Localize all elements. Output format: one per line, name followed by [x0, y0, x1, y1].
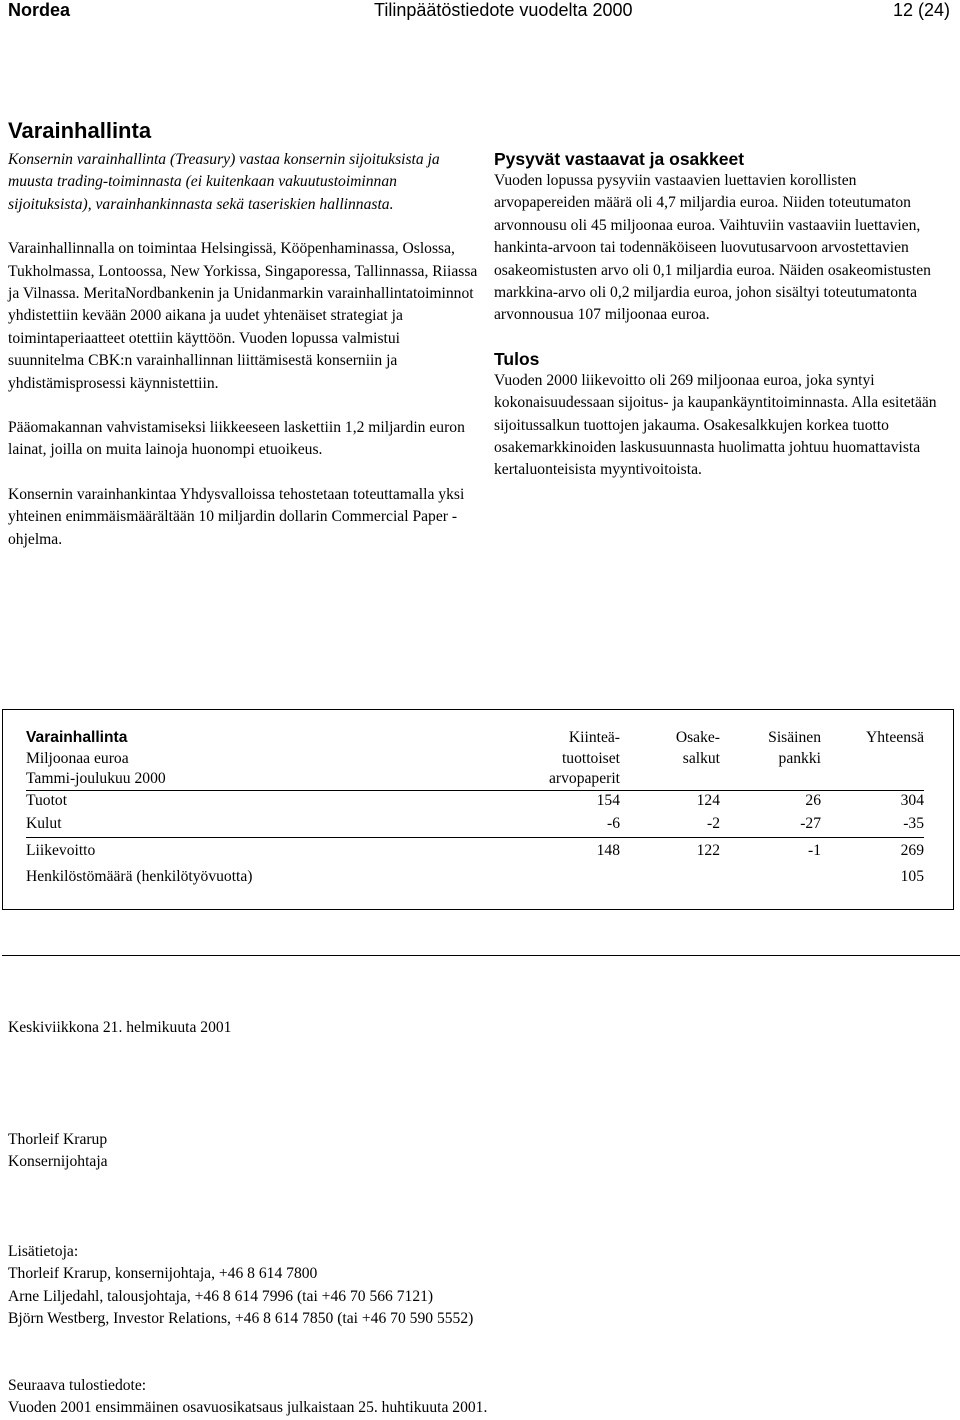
body-paragraph-1: Varainhallinnalla on toimintaa Helsingissä, Kööpenhaminassa, Oslossa, Tukholmassa, Lontoossa, New Yorkissa, Singaporessa, Tallinnassa, Riiassa ja Vilnassa. MeritaNordbankenin ja Unidanmarkin varainhallintatoiminnot yhdistettiin kevään 2000 aikana ja uudet yhtenäiset strategiat ja toimintaperiaatteet otettiin käyttöön. Vuoden lopussa valmistui suunnitelma CBK:n varainhallinnan liittämisestä konserniin ja yhdistämisprosessi käynnistettiin.	[8, 240, 478, 392]
results-table	[26, 728, 924, 890]
brand-name: Nordea	[8, 0, 71, 20]
next-report-label: Seuraava tulostiedote:	[8, 1377, 147, 1394]
body-paragraph-2: Pääomakannan vahvistamiseksi liikkeeseen laskettiin 1,2 miljardin euron lainat, joilla on muita lainoja huonompi etuoikeus.	[8, 419, 465, 459]
signer-name: Thorleif Krarup	[8, 1131, 108, 1148]
col-header-fixed-income-2: tuottoiset	[561, 749, 620, 767]
col-header-equity-2: salkut	[682, 749, 720, 767]
table-row: Liikevoitto 148 122 -1 269	[26, 838, 924, 865]
contact-label: Lisätietoja:	[8, 1243, 79, 1260]
table-unit-label: Miljoonaa euroa	[26, 749, 129, 767]
right-paragraph-2: Vuoden 2000 liikevoitto oli 269 miljoonaa euroa, joka syntyi kokonaisuudessaan sijoitus- ja kaupankäyntitoiminnasta. Alla esitetään sijoitussalkun tuottojen jakauma. Osakesalkkujen korkea tuotto osakemarkkinoiden laskusuunnasta huolimatta johtuu huomattavista kertaluonteisista myyntivoitoista.	[494, 371, 937, 479]
contact-info	[8, 1241, 473, 1331]
right-column	[494, 149, 950, 504]
col-header-equity-1: Osake-	[675, 729, 720, 746]
body-paragraph-3: Konsernin varainhankintaa Yhdysvalloissa tehostetaan toteuttamalla yksi yhteinen enimmäismäärältään 10 miljardin dollarin Commercial Paper -ohjelma.	[8, 485, 465, 548]
contact-line: Thorleif Krarup, konsernijohtaja, +46 8 614 7800	[8, 1265, 318, 1283]
table-row: Henkilöstömäärä (henkilötyövuotta) 105	[26, 868, 924, 885]
table-period-label: Tammi-joulukuu 2000	[26, 770, 166, 787]
next-report-text: Vuoden 2001 ensimmäinen osavuosikatsaus julkaistaan 25. huhtikuuta 2001.	[8, 1399, 488, 1417]
heading-pysyvat-vastaavat: Pysyvät vastaavat ja osakkeet	[494, 149, 745, 169]
section-heading-varainhallinta: Varainhallinta	[8, 118, 152, 143]
results-table-box	[2, 709, 954, 910]
page-header	[0, 0, 960, 22]
signature-date: Keskiviikkona 21. helmikuuta 2001	[8, 1019, 232, 1036]
next-report-info	[8, 1375, 487, 1420]
table-row: Tuotot 154 124 26 304	[26, 790, 924, 811]
table-header-row-3	[26, 769, 924, 790]
table-header-row-2	[26, 749, 924, 770]
page-number: 12 (24)	[892, 0, 950, 20]
col-header-fixed-income-3: arvopaperit	[548, 770, 620, 787]
col-header-internal-bank-1: Sisäinen	[768, 729, 821, 746]
table-header-row-1	[26, 728, 924, 749]
col-header-fixed-income-1: Kiinteä-	[568, 729, 620, 746]
col-header-total: Yhteensä	[865, 729, 924, 746]
signature-block	[8, 1129, 108, 1174]
intro-paragraph: Konsernin varainhallinta (Treasury) vastaa konsernin sijoituksista ja muusta trading-toiminnasta (ei kuitenkaan vakuutustoiminnan sijoituksista), varainhankinnasta sekä taseriskien hallinnasta.	[8, 151, 440, 213]
left-column	[8, 149, 478, 573]
document-title: Tilinpäätöstiedote vuodelta 2000	[374, 0, 633, 20]
section-divider	[2, 955, 960, 956]
signer-title: Konsernijohtaja	[8, 1153, 108, 1171]
table-row: Kulut -6 -2 -27 -35	[26, 815, 924, 832]
contact-line: Arne Liljedahl, talousjohtaja, +46 8 614 7996 (tai +46 70 566 7121)	[8, 1287, 434, 1305]
contact-line: Björn Westberg, Investor Relations, +46 8 614 7850 (tai +46 70 590 5552)	[8, 1310, 474, 1328]
table-title: Varainhallinta	[26, 729, 128, 746]
heading-tulos: Tulos	[494, 348, 540, 369]
col-header-internal-bank-2: pankki	[778, 749, 821, 767]
right-paragraph-1: Vuoden lopussa pysyviin vastaavien luettavien korollisten arvopapereiden määrä oli 4,7 miljardia euroa. Niiden toteutumaton arvonnousu oli 45 miljoonaa euroa. Vaihtuviin vastaaviin luettavien, hankinta-arvoon tai todennäköiseen luovutusarvoon arvostettavien osakeomistusten arvo oli 0,1 miljardia euroa. Näiden osakeomistusten markkina-arvo oli 0,2 miljardia euroa, johon sisältyi toteutumatonta arvonnousua 107 miljoonaa euroa.	[494, 172, 931, 324]
